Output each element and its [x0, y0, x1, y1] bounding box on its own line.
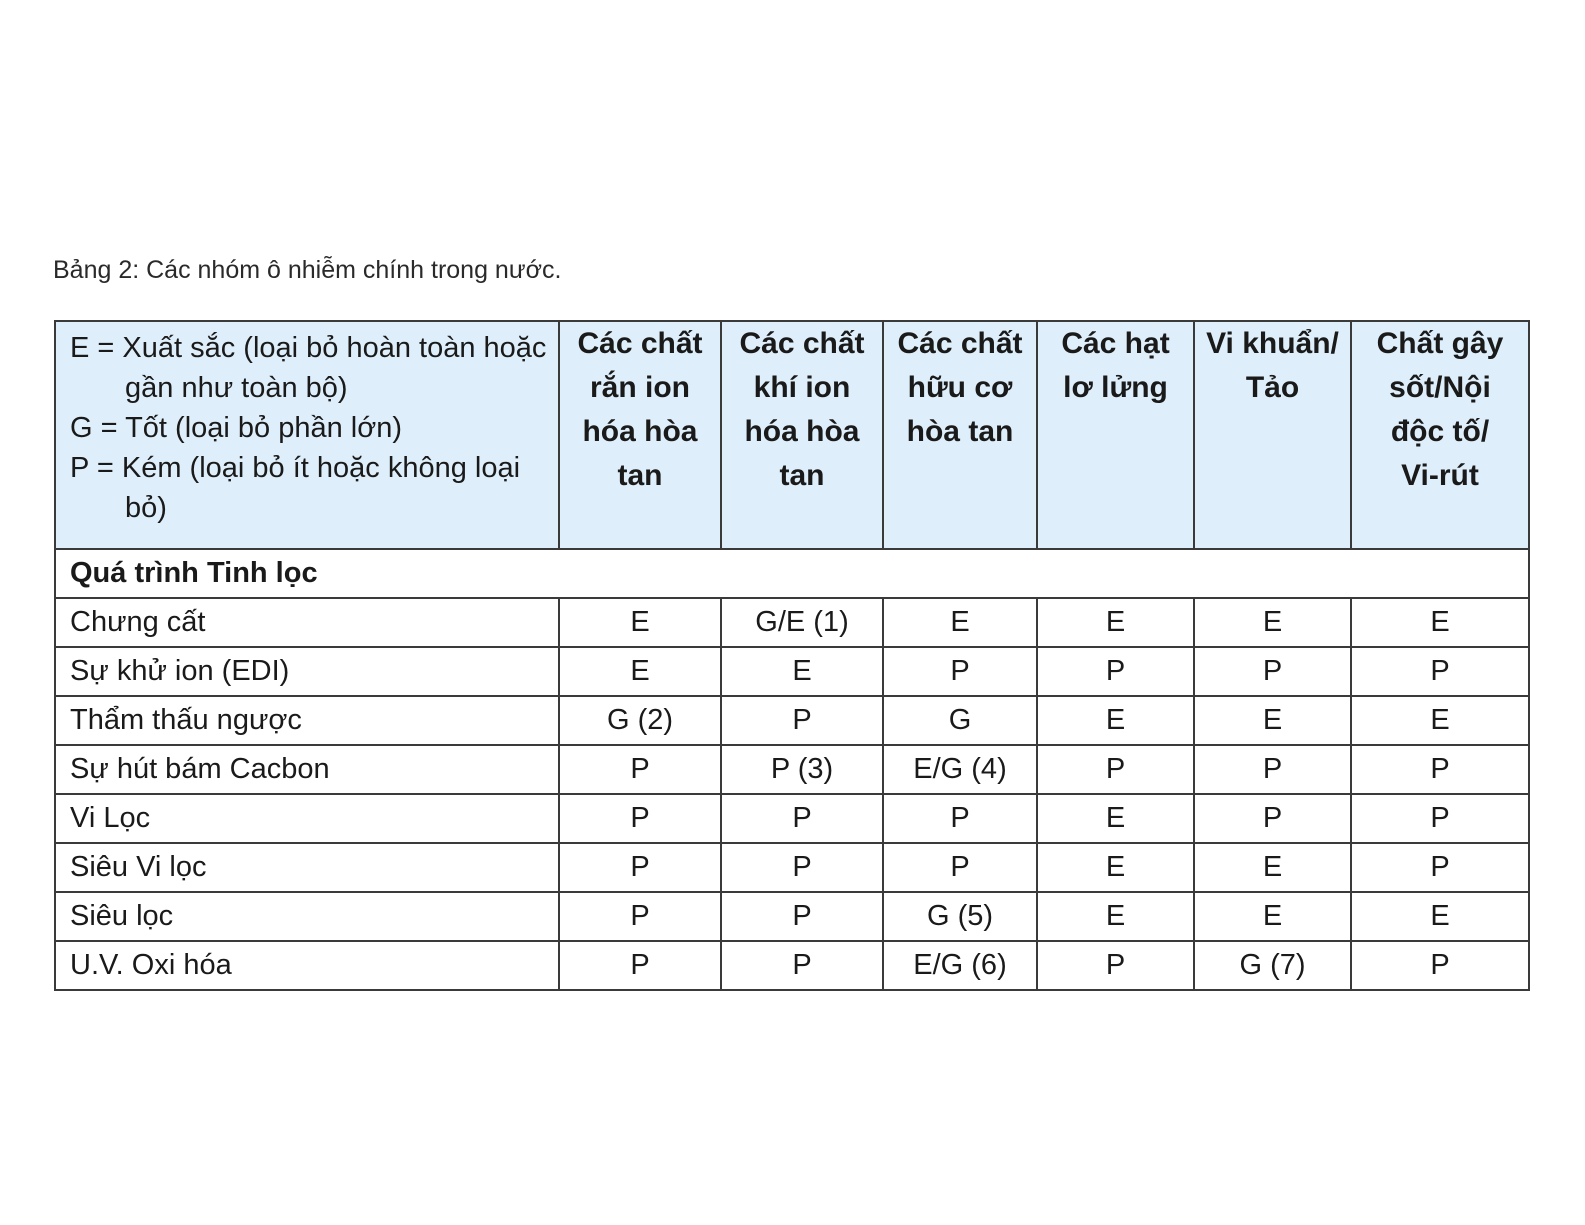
column-header-particulates: Các hạt lơ lửng: [1037, 321, 1194, 549]
legend-good: G = Tốt (loại bỏ phần lớn): [70, 412, 403, 444]
table-cell: P: [1351, 843, 1529, 892]
table-row: [55, 794, 1529, 843]
table-cell: P: [721, 843, 883, 892]
legend-poor: P = Kém (loại bỏ ít hoặc không loại bỏ): [70, 452, 521, 524]
table-row: [55, 696, 1529, 745]
table-cell: P: [721, 941, 883, 990]
section-title: Quá trình Tinh lọc: [55, 549, 1529, 598]
table-cell: P: [1351, 745, 1529, 794]
table-cell: P: [1037, 745, 1194, 794]
table-cell: P: [721, 696, 883, 745]
table-cell: E: [721, 647, 883, 696]
table-cell: P: [1194, 794, 1351, 843]
table-cell: E: [1351, 598, 1529, 647]
table-cell: P: [1037, 647, 1194, 696]
table-cell: G: [883, 696, 1037, 745]
table-row: [55, 598, 1529, 647]
table-cell: G (2): [559, 696, 721, 745]
row-label: Sự hút bám Cacbon: [55, 745, 559, 794]
column-header-dissolved-ionized-solids: Các chất rắn ion hóa hòa tan: [559, 321, 721, 549]
column-header-dissolved-organics: Các chất hữu cơ hòa tan: [883, 321, 1037, 549]
table-cell: E: [1037, 598, 1194, 647]
table-row: [55, 941, 1529, 990]
row-label: U.V. Oxi hóa: [55, 941, 559, 990]
table-cell: E: [1194, 843, 1351, 892]
table-caption: Bảng 2: Các nhóm ô nhiễm chính trong nước.: [53, 256, 562, 284]
row-label: Siêu lọc: [55, 892, 559, 941]
table-cell: P: [559, 941, 721, 990]
table-cell: P: [1351, 794, 1529, 843]
table-cell: E: [1194, 598, 1351, 647]
table-cell: P (3): [721, 745, 883, 794]
table-cell: E: [1037, 696, 1194, 745]
table-cell: P: [559, 794, 721, 843]
table-cell: E: [559, 598, 721, 647]
table-cell: E: [1351, 892, 1529, 941]
table-row: [55, 892, 1529, 941]
table-cell: G/E (1): [721, 598, 883, 647]
table-cell: E: [1194, 892, 1351, 941]
table-cell: P: [721, 892, 883, 941]
row-label: Chưng cất: [55, 598, 559, 647]
row-label: Siêu Vi lọc: [55, 843, 559, 892]
table-row: [55, 843, 1529, 892]
column-header-pyrogens-endotoxins-viruses: Chất gây sốt/Nội độc tố/ Vi-rút: [1351, 321, 1529, 549]
table-cell: G (7): [1194, 941, 1351, 990]
table-cell: P: [559, 892, 721, 941]
row-label: Thẩm thấu ngược: [55, 696, 559, 745]
table-cell: P: [1194, 647, 1351, 696]
table-cell: P: [721, 794, 883, 843]
table-cell: E: [1037, 843, 1194, 892]
table-cell: P: [1194, 745, 1351, 794]
table-cell: E/G (6): [883, 941, 1037, 990]
column-header-dissolved-ionized-gases: Các chất khí ion hóa hòa tan: [721, 321, 883, 549]
table-cell: E: [1037, 794, 1194, 843]
table-cell: E: [1037, 892, 1194, 941]
legend-excellent: E = Xuất sắc (loại bỏ hoàn toàn hoặc gần như toàn bộ): [70, 332, 547, 404]
table-cell: E: [1194, 696, 1351, 745]
table-cell: P: [883, 843, 1037, 892]
table-row: [55, 647, 1529, 696]
table-cell: E/G (4): [883, 745, 1037, 794]
table-cell: P: [883, 647, 1037, 696]
table-cell: P: [559, 843, 721, 892]
row-label: Sự khử ion (EDI): [55, 647, 559, 696]
column-header-bacteria-algae: Vi khuẩn/ Tảo: [1194, 321, 1351, 549]
table-row: [55, 745, 1529, 794]
header-row: [55, 321, 1529, 549]
table-cell: P: [1037, 941, 1194, 990]
table-cell: G (5): [883, 892, 1037, 941]
table-cell: E: [883, 598, 1037, 647]
table-cell: P: [1351, 941, 1529, 990]
table-cell: E: [1351, 696, 1529, 745]
contaminant-removal-table: [54, 320, 1530, 991]
table-cell: P: [1351, 647, 1529, 696]
legend-cell: [55, 321, 559, 549]
section-row: [55, 549, 1529, 598]
table-cell: P: [559, 745, 721, 794]
row-label: Vi Lọc: [55, 794, 559, 843]
table-cell: E: [559, 647, 721, 696]
table-cell: P: [883, 794, 1037, 843]
